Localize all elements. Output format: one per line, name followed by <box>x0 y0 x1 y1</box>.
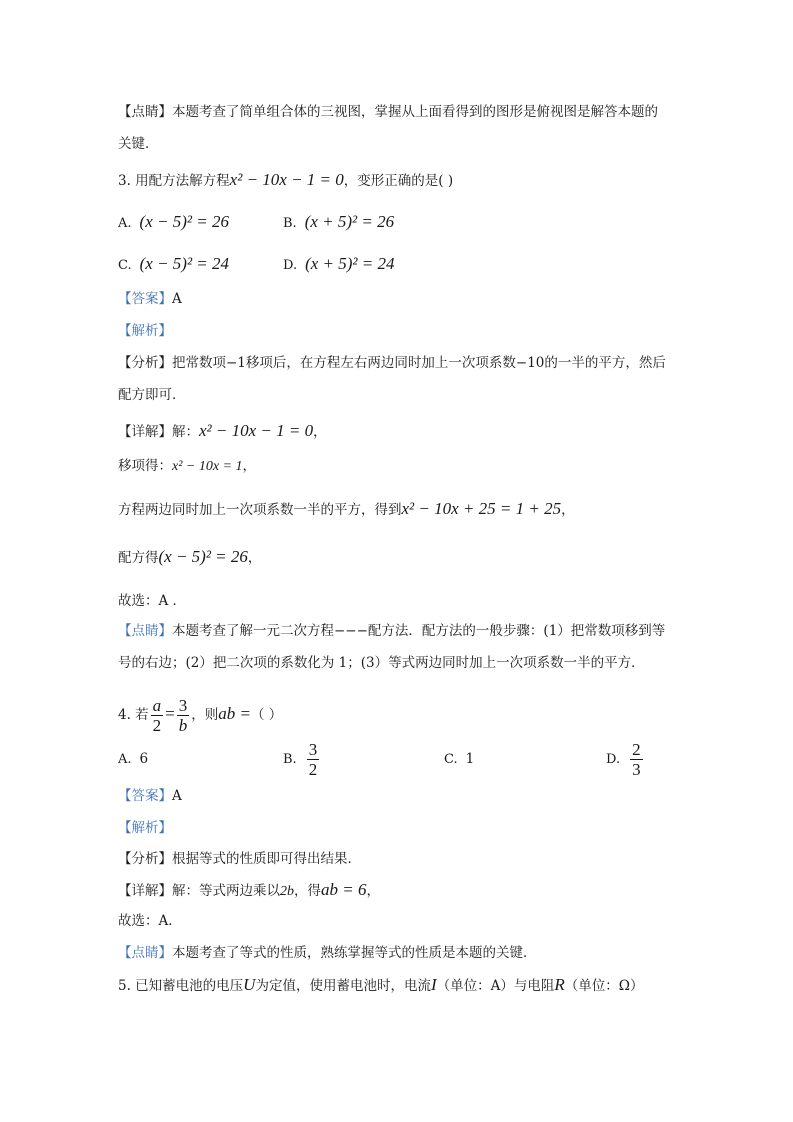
q3-option-b: B. (x + 5)² = 26 <box>283 212 395 231</box>
q3-fenxi-line2: 配方即可． <box>118 387 186 403</box>
question-4-stem: 4. 若 $\frac{a}{2}$ = $\frac{3}{b}$ ，则ab =（ ） <box>118 696 283 735</box>
q3-step-2: 方程两边同时加上一次项系数一半的平方，得到x² − 10x + 25 = 1 + 25， <box>118 499 575 518</box>
q3-xiangjie: 【详解】解：x² − 10x − 1 = 0， <box>118 421 327 440</box>
q3-equation: x² − 10x − 1 = 0 <box>229 170 344 189</box>
q4-option-a: A. 6 <box>118 751 149 767</box>
q4-analysis-tag: 【解析】 <box>118 820 172 836</box>
q4-answer: 【答案】A <box>118 788 182 804</box>
q3-dianjing-line2: 号的右边；(2）把二次项的系数化为 1；(3）等式两边同时加上一次项系数一半的平方． <box>118 655 645 671</box>
q4-option-d: D. $\frac{2}{3}$ <box>606 740 641 779</box>
q4-fenxi: 【分析】根据等式的性质即可得出结果． <box>118 851 361 867</box>
q3-step-1: 移项得：x² − 10x = 1， <box>118 458 257 474</box>
q4-xiangjie: 【详解】解：等式两边乘以2b，得ab = 6， <box>118 880 380 899</box>
q3-analysis-tag: 【解析】 <box>118 323 172 339</box>
q4-dianjing: 【点睛】本题考查了等式的性质，熟练掌握等式的性质是本题的关键． <box>118 945 537 961</box>
q4-option-b: B. $\frac{3}{2}$ <box>283 740 318 779</box>
dianjing-text: 本题考查了简单组合体的三视图，掌握从上面看得到的图形是俯视图是解答本题的 <box>172 104 658 120</box>
q3-conclusion: 故选：A ． <box>118 593 187 609</box>
q3-option-d: D. (x + 5)² = 24 <box>283 254 395 273</box>
dianjing-q2-line1 <box>118 102 658 122</box>
question-3-stem: 3. 用配方法解方程x² − 10x − 1 = 0，变形正确的是( ) <box>118 170 454 189</box>
dianjing-tag: 【点睛】 <box>118 104 172 120</box>
q4-option-c: C. 1 <box>444 751 475 767</box>
q3-step-3: 配方得(x − 5)² = 26， <box>118 547 262 566</box>
q3-option-c: C. (x − 5)² = 24 <box>118 254 230 273</box>
q3-answer: 【答案】A <box>118 291 182 307</box>
q3-option-a: A. (x − 5)² = 26 <box>118 212 229 231</box>
q4-fraction-3-over-b: $\frac{3}{b}$ <box>178 696 188 735</box>
q4-conclusion: 故选：A． <box>118 913 182 929</box>
q3-dianjing-line1: 【点睛】本题考查了解一元二次方程−−−配方法．配方法的一般步骤：(1）把常数项移到等 <box>118 623 666 639</box>
q4-fraction-a-over-2: $\frac{a}{2}$ <box>152 696 162 735</box>
question-5-stem: 5. 已知蓄电池的电压U为定值，使用蓄电池时，电流I（单位：A）与电阻R（单位：Ω） <box>118 975 644 994</box>
q3-fenxi-line1: 【分析】把常数项−1移项后，在方程左右两边同时加上一次项系数−10的一半的平方，然后 <box>118 355 666 371</box>
dianjing-q2-line2: 关键． <box>118 136 159 152</box>
answer-tag: 【答案】 <box>118 291 172 307</box>
